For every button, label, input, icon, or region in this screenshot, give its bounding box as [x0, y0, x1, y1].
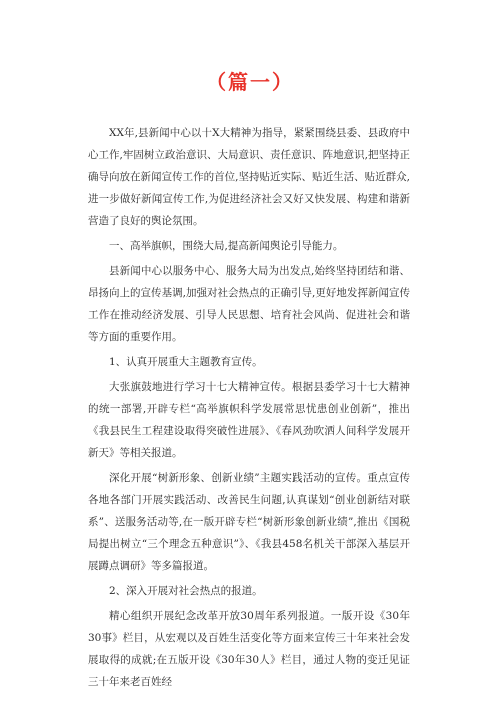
paragraph-reform-anniversary: 精心组织开展纪念改革开放30周年系列报道。一版开设《30年30事》栏目，从宏观以及百姓生活变化等方面来宣传三十年来社会发展取得的成就;在五版开设《30年30人》栏目，通过人物的变迁见证三十年来老百姓经	[88, 610, 410, 688]
section-heading-1: 一、高举旗帜，围绕大局,提高新闻舆论引导能力。	[109, 240, 344, 252]
paragraph-intro: XX年,县新闻中心以十X大精神为指导，紧紧围绕县委、县政府中心工作,牢固树立政治意识、大局意识、责任意识、阵地意识,把坚持正确导向放在新闻宣传工作的首位,坚持贴近实际、贴近生活、贴近群众,进一步做好新闻宣传工作,为促进经济社会又好又快发展、构建和谐新营造了良好的舆论氛围。	[88, 127, 410, 227]
paragraph-section-1: 县新闻中心以服务中心、服务大局为出发点,始终坚持团结和谐、昂扬向上的宣传基调,加强对社会热点的正确引导,更好地发挥新闻宣传工作在推动经济发展、引导人民思想、培育社会风尚、促进社会和谐等方面的重要作用。	[88, 265, 410, 343]
subheading-2: 2、深入开展对社会热点的报道。	[109, 585, 263, 597]
document-body	[88, 122, 410, 696]
document-title: （篇一）	[206, 70, 294, 94]
paragraph-practice-activity: 深化开展“树新形象、创新业绩”主题实践活动的宣传。重点宣传各地各部门开展实践活动、改善民生问题,认真谋划“创业创新结对联系”、送服务活动等,在一版开辟专栏“树新形象创新业绩”,推出《国税局提出树立“三个理念五种意识”》、《我县458名机关干部深入基层开展蹲点调研》等多篇报道。	[88, 472, 410, 572]
paragraph-study-propaganda: 大张旗鼓地进行学习十七大精神宣传。根据县委学习十七大精神的统一部署,开辟专栏“高举旗帜科学发展常思忧患创业创新”，推出《我县民生工程建设取得突破性进展》、《春风劲吹洒人间科学发展开新天》等相关报道。	[88, 381, 410, 459]
subheading-1: 1、认真开展重大主题教育宣传。	[109, 356, 263, 368]
